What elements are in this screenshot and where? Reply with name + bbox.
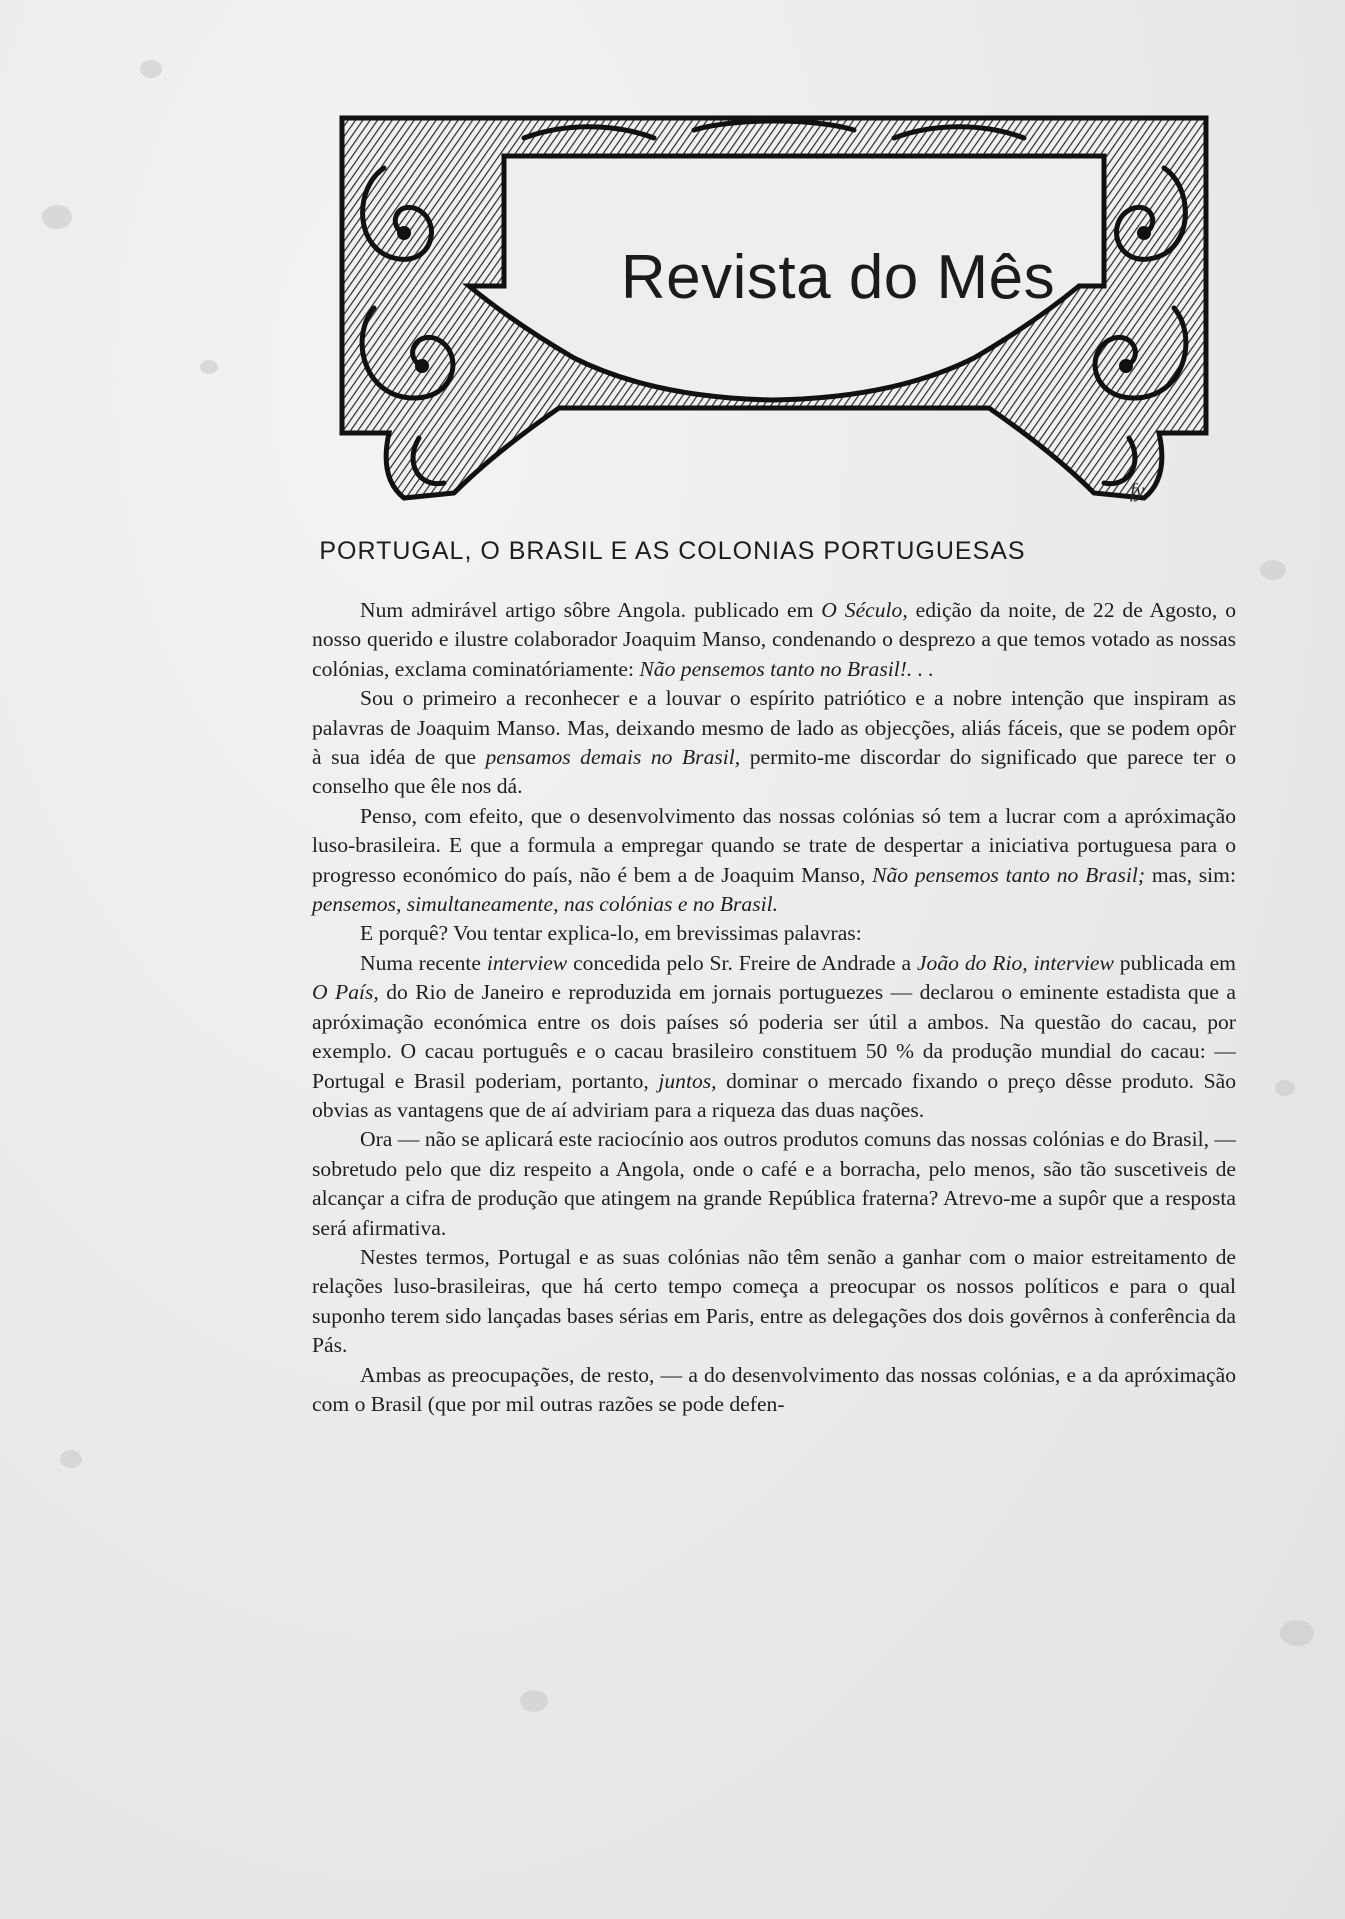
body-text: Penso, com efeito, que o desenvolvimento das nossas colónias só tem a lucrar com a apróximação luso-brasileira. E que a formula a empregar quando se trate de despertar a iniciativa portuguesa para o progresso económico do país, não é bem a de Joaquim Manso, bbox=[312, 803, 1236, 887]
body-text: publicada em bbox=[1113, 950, 1236, 975]
paper-speck bbox=[520, 1690, 548, 1712]
article-paragraph bbox=[312, 949, 1236, 1125]
italic-text: O País, bbox=[312, 980, 379, 1005]
italic-text: interview bbox=[486, 950, 568, 975]
body-text: dominar o mercado fixando o preço dêsse produto. São obvias as vantagens que de aí adviriam para a riqueza das duas nações. bbox=[312, 1068, 1236, 1122]
body-text: concedida pelo Sr. Freire de Andrade a bbox=[567, 950, 917, 975]
body-text: Ambas as preocupações, de resto, — a do desenvolvimento das nossas colónias, e a da apróximação com o Brasil (que por mil outras razões se pode defen- bbox=[312, 1362, 1236, 1416]
article-headline: PORTUGAL, O BRASIL E AS COLONIAS PORTUGUESAS bbox=[319, 537, 1026, 565]
title-panel bbox=[574, 155, 1102, 400]
italic-text: juntos, bbox=[658, 1068, 717, 1093]
body-text: E porquê? Vou tentar explica-lo, em brevissimas palavras: bbox=[360, 921, 862, 946]
italic-text: João do Rio, interview bbox=[916, 950, 1114, 975]
italic-text: Não pensemos tanto no Brasil; bbox=[872, 862, 1146, 887]
paper-speck bbox=[140, 60, 162, 78]
paper-speck bbox=[1275, 1080, 1295, 1096]
body-text: edição da noite, de 22 de Agosto, o nosso querido e ilustre colaborador Joaquim Manso, condenando o desprezo a que temos votado as nossas colónias, exclama cominatóriamente: bbox=[312, 598, 1236, 681]
italic-text: pensamos demais no Brasil, bbox=[485, 745, 741, 770]
artist-monogram: fy bbox=[1130, 480, 1145, 502]
body-text: mas, sim: bbox=[1145, 862, 1236, 887]
italic-text: O Século, bbox=[821, 598, 908, 622]
body-text: Nestes termos, Portugal e as suas colónias não têm senão a ganhar com o maior estreitamento de relações luso-brasileiras, que há certo tempo começa a preocupar os nossos políticos e para o qual suponho terem sido lançadas bases sérias em Paris, entre as delegações dos dois govêrnos à conferência da Pás. bbox=[312, 1244, 1236, 1358]
paper-speck bbox=[1260, 560, 1286, 580]
paper-speck bbox=[42, 205, 72, 229]
body-text: Numa recente bbox=[360, 950, 487, 975]
paper-speck bbox=[60, 1450, 82, 1468]
paper-speck bbox=[1280, 1620, 1314, 1646]
paper-speck bbox=[200, 360, 218, 374]
italic-text: Não pensemos tanto no Brasil!. . . bbox=[639, 656, 934, 681]
article-paragraph bbox=[312, 919, 1236, 948]
article-paragraph bbox=[312, 1125, 1236, 1243]
body-text: Num admirável artigo sôbre Angola. publicado em bbox=[360, 598, 822, 622]
article-paragraph bbox=[312, 684, 1236, 802]
article-paragraph bbox=[312, 1243, 1236, 1361]
body-text: permito-me discordar do significado que parece ter o conselho que êle nos dá. bbox=[312, 745, 1236, 799]
article-paragraph bbox=[312, 596, 1236, 684]
article-paragraph bbox=[312, 1361, 1236, 1420]
body-text: Ora — não se aplicará este raciocínio aos outros produtos comuns das nossas colónias e do Brasil, — sobretudo pelo que diz respeito a Angola, onde o café e a borracha, pelo menos, são tão suscetiveis de alcançar a cifra de produção que atingem na grande República fraterna? Atrevo-me a supôr que a resposta será afirmativa. bbox=[312, 1127, 1236, 1240]
article-body bbox=[312, 596, 1236, 1419]
body-text: do Rio de Janeiro e reproduzida em jornais portuguezes — declarou o eminente estadista que a apróximação económica entre os dois países só poderia ser útil a ambos. Na questão do cacau, por exemplo. O cacau português e o cacau brasileiro constituem 50 % da produção mundial do cacau: — Portugal e Brasil poderiam, portanto, bbox=[312, 980, 1237, 1093]
body-text: Sou o primeiro a reconhecer e a louvar o espírito patriótico e a nobre intenção que inspiram as palavras de Joaquim Manso. Mas, deixando mesmo de lado as objecções, aliás fáceis, que se podem opôr à sua idéa de que bbox=[312, 686, 1236, 770]
italic-text: pensemos, simultaneamente, nas colónias e no Brasil. bbox=[312, 892, 779, 917]
article-paragraph bbox=[312, 802, 1236, 920]
page-title: Revista do Mês bbox=[620, 243, 1056, 312]
